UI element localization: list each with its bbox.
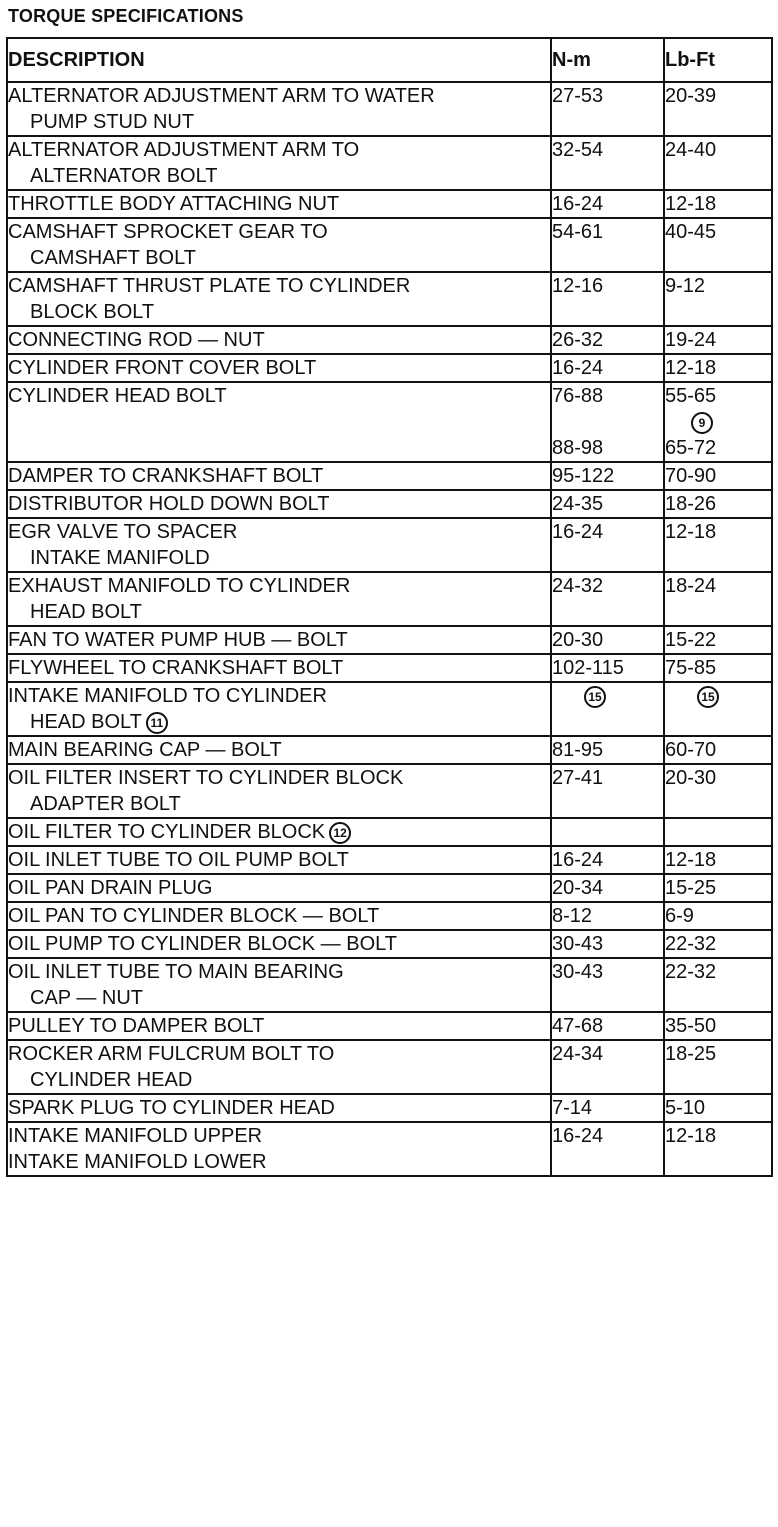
lbft-value-cell [664,818,772,846]
description-line [8,219,550,245]
table-row [7,518,772,572]
description-line [8,985,550,1011]
description-line [8,819,550,845]
lbft-value-cell [664,1012,772,1040]
table-row [7,1040,772,1094]
nm-value: 7-14 [552,1097,593,1119]
description-text: INTAKE MANIFOLD [30,547,210,569]
description-text: CAMSHAFT THRUST PLATE TO CYLINDER [8,275,411,297]
nm-value-cell [551,1094,664,1122]
lbft-value: 22-32 [665,933,717,955]
nm-value: 102-115 [552,657,624,679]
description-text: MAIN BEARING CAP — BOLT [8,739,282,761]
page-title: TORQUE SPECIFICATIONS [8,6,244,26]
description-line [8,709,550,735]
nm-value-cell [551,902,664,930]
table-row [7,190,772,218]
description-text: HEAD BOLT [30,601,142,623]
nm-value-cell [551,682,664,736]
lbft-value-cell [664,1094,772,1122]
description-text: FAN TO WATER PUMP HUB — BOLT [8,629,348,651]
nm-value-cell [551,1040,664,1094]
description-line [8,355,550,381]
description-text: OIL FILTER INSERT TO CYLINDER BLOCK [8,767,404,789]
description-line [8,931,550,957]
table-row [7,1012,772,1040]
description-cell [7,518,551,572]
nm-value: 47-68 [552,1015,604,1037]
description-text: CYLINDER FRONT COVER BOLT [8,357,317,379]
nm-value: 24-35 [552,493,604,515]
nm-value: 95-122 [552,465,615,487]
description-cell [7,1040,551,1094]
description-text: HEAD BOLT [30,711,142,733]
reference-note-icon: 15 [584,686,606,708]
description-cell [7,764,551,818]
lbft-value-cell [664,958,772,1012]
description-line [8,1123,550,1149]
nm-value-cell [551,958,664,1012]
description-cell [7,218,551,272]
description-text: CAP — NUT [30,987,143,1009]
lbft-value-cell [664,382,772,462]
description-text: INTAKE MANIFOLD LOWER [8,1151,267,1173]
description-text: INTAKE MANIFOLD UPPER [8,1125,263,1147]
description-text: ALTERNATOR ADJUSTMENT ARM TO WATER [8,85,435,107]
nm-value-cell [551,136,664,190]
description-line [8,137,550,163]
lbft-value-cell [664,902,772,930]
description-line [8,463,550,489]
description-cell [7,1094,551,1122]
description-text: CYLINDER HEAD [30,1069,193,1091]
lbft-value-cell [664,764,772,818]
description-cell [7,736,551,764]
nm-value-cell [551,764,664,818]
lbft-value-cell [664,654,772,682]
lbft-value-cell [664,736,772,764]
reference-note-icon: 11 [146,712,168,734]
nm-value: 24-32 [552,575,604,597]
description-line [8,273,550,299]
lbft-value-cell [664,136,772,190]
description-text: ROCKER ARM FULCRUM BOLT TO [8,1043,335,1065]
lbft-value-cell [664,354,772,382]
nm-value: 30-43 [552,933,604,955]
lbft-value-cell [664,572,772,626]
description-cell [7,930,551,958]
nm-value-cell [551,572,664,626]
nm-value: 54-61 [552,221,604,243]
description-text: CAMSHAFT BOLT [30,247,196,269]
table-row [7,902,772,930]
description-cell [7,272,551,326]
table-row [7,682,772,736]
lbft-value-cell [664,874,772,902]
nm-value-cell [551,654,664,682]
nm-value: 76-88 [552,385,604,407]
table-row [7,930,772,958]
nm-value-cell [551,818,664,846]
lbft-value: 60-70 [665,739,717,761]
description-text: ALTERNATOR ADJUSTMENT ARM TO [8,139,360,161]
nm-value-cell [551,930,664,958]
lbft-value-cell [664,272,772,326]
table-row [7,874,772,902]
description-line [8,1013,550,1039]
torque-specifications-table [6,37,773,1177]
nm-value: 26-32 [552,329,604,351]
description-text: OIL INLET TUBE TO MAIN BEARING [8,961,344,983]
lbft-value-cell [664,846,772,874]
table-row [7,736,772,764]
nm-value-cell [551,490,664,518]
nm-value: 20-30 [552,629,604,651]
description-cell [7,190,551,218]
description-line [8,683,550,709]
table-row [7,462,772,490]
lbft-value-cell [664,518,772,572]
description-line [8,383,550,409]
description-cell [7,382,551,462]
lbft-value: 70-90 [665,465,717,487]
description-cell [7,626,551,654]
description-text: PULLEY TO DAMPER BOLT [8,1015,265,1037]
lbft-value: 65-72 [665,437,717,459]
description-text: EGR VALVE TO SPACER [8,521,238,543]
nm-value-cell [551,354,664,382]
lbft-value-cell [664,1122,772,1176]
description-line [8,1149,550,1175]
description-text: PUMP STUD NUT [30,111,195,133]
description-text: THROTTLE BODY ATTACHING NUT [8,193,340,215]
description-text: EXHAUST MANIFOLD TO CYLINDER [8,575,351,597]
description-text: ADAPTER BOLT [30,793,181,815]
reference-note-icon: 9 [691,412,713,434]
description-line [8,109,550,135]
lbft-column-header: Lb-Ft [664,38,772,82]
nm-value: 16-24 [552,849,604,871]
nm-value: 20-34 [552,877,604,899]
description-text: CAMSHAFT SPROCKET GEAR TO [8,221,328,243]
lbft-value-cell [664,326,772,354]
description-line [8,791,550,817]
description-text: BLOCK BOLT [30,301,155,323]
description-text: INTAKE MANIFOLD TO CYLINDER [8,685,327,707]
description-text: OIL INLET TUBE TO OIL PUMP BOLT [8,849,349,871]
description-line [8,1041,550,1067]
description-line [8,83,550,109]
table-header-row [7,38,772,82]
nm-value: 81-95 [552,739,604,761]
nm-value: 32-54 [552,139,604,161]
table-row [7,82,772,136]
description-line [8,191,550,217]
table-row [7,272,772,326]
description-line [8,573,550,599]
description-line [8,245,550,271]
nm-value: 8-12 [552,905,593,927]
description-line [8,959,550,985]
description-text: OIL PUMP TO CYLINDER BLOCK — BOLT [8,933,397,955]
description-line [8,545,550,571]
nm-value: 24-34 [552,1043,604,1065]
lbft-value: 22-32 [665,961,717,983]
description-text: DAMPER TO CRANKSHAFT BOLT [8,465,324,487]
lbft-value: 55-65 [665,385,717,407]
description-cell [7,354,551,382]
lbft-value-cell [664,190,772,218]
table-row [7,354,772,382]
lbft-value: 15-25 [665,877,717,899]
table-row [7,136,772,190]
description-line [8,847,550,873]
lbft-value: 12-18 [665,193,717,215]
table-row [7,218,772,272]
nm-value: 88-98 [552,437,604,459]
table-row [7,1122,772,1176]
lbft-value-cell [664,218,772,272]
description-cell [7,654,551,682]
description-cell [7,490,551,518]
lbft-value: 20-39 [665,85,717,107]
description-cell [7,818,551,846]
nm-value-cell [551,462,664,490]
nm-value: 16-24 [552,521,604,543]
description-text: CYLINDER HEAD BOLT [8,385,227,407]
lbft-value: 5-10 [665,1097,706,1119]
description-line [8,519,550,545]
description-line [8,875,550,901]
lbft-value: 12-18 [665,357,717,379]
nm-value: 27-41 [552,767,604,789]
description-line [8,737,550,763]
description-text: CONNECTING ROD — NUT [8,329,265,351]
description-cell [7,846,551,874]
nm-value-cell [551,218,664,272]
description-cell [7,326,551,354]
table-row [7,818,772,846]
nm-value-cell [551,1012,664,1040]
lbft-value-cell [664,490,772,518]
lbft-value-cell [664,682,772,736]
description-text: FLYWHEEL TO CRANKSHAFT BOLT [8,657,344,679]
lbft-value: 18-26 [665,493,717,515]
table-row [7,490,772,518]
nm-value: 16-24 [552,1125,604,1147]
description-cell [7,572,551,626]
table-row [7,1094,772,1122]
nm-value: 16-24 [552,357,604,379]
nm-value-cell [551,846,664,874]
nm-column-header: N-m [551,38,664,82]
nm-value-cell [551,382,664,462]
nm-value: 30-43 [552,961,604,983]
nm-value-cell [551,736,664,764]
nm-value-cell [551,190,664,218]
nm-value: 12-16 [552,275,604,297]
table-row [7,654,772,682]
lbft-value: 35-50 [665,1015,717,1037]
description-text: OIL FILTER TO CYLINDER BLOCK [8,821,326,843]
description-text: OIL PAN DRAIN PLUG [8,877,213,899]
lbft-value: 75-85 [665,657,717,679]
lbft-value: 9-12 [665,275,706,297]
description-cell [7,1012,551,1040]
lbft-value: 20-30 [665,767,717,789]
description-line [8,627,550,653]
lbft-value: 18-24 [665,575,717,597]
lbft-value: 40-45 [665,221,717,243]
description-line [8,299,550,325]
description-text: DISTRIBUTOR HOLD DOWN BOLT [8,493,330,515]
description-line [8,903,550,929]
description-cell [7,902,551,930]
description-cell [7,462,551,490]
description-line [8,765,550,791]
description-cell [7,82,551,136]
lbft-value: 15-22 [665,629,717,651]
lbft-value-cell [664,626,772,654]
lbft-value-cell [664,462,772,490]
description-line [8,655,550,681]
nm-value-cell [551,272,664,326]
table-row [7,572,772,626]
table-row [7,764,772,818]
description-cell [7,958,551,1012]
nm-value-cell [551,626,664,654]
lbft-value-cell [664,1040,772,1094]
description-line [8,327,550,353]
lbft-value: 12-18 [665,521,717,543]
table-row [7,958,772,1012]
description-column-header: DESCRIPTION [7,38,551,82]
lbft-value-cell [664,82,772,136]
description-cell [7,1122,551,1176]
description-text: ALTERNATOR BOLT [30,165,218,187]
description-line [8,1067,550,1093]
nm-value-cell [551,1122,664,1176]
description-line [8,1095,550,1121]
lbft-value: 12-18 [665,1125,717,1147]
table-row [7,846,772,874]
nm-value-cell [551,874,664,902]
description-cell [7,874,551,902]
nm-value-cell [551,82,664,136]
nm-value: 27-53 [552,85,604,107]
lbft-value: 24-40 [665,139,717,161]
description-cell [7,682,551,736]
table-row [7,326,772,354]
description-cell [7,136,551,190]
description-line [8,599,550,625]
description-text: SPARK PLUG TO CYLINDER HEAD [8,1097,335,1119]
reference-note-icon: 15 [697,686,719,708]
lbft-value: 12-18 [665,849,717,871]
lbft-value: 19-24 [665,329,717,351]
description-text: OIL PAN TO CYLINDER BLOCK — BOLT [8,905,380,927]
nm-value-cell [551,518,664,572]
nm-value: 16-24 [552,193,604,215]
lbft-value: 6-9 [665,905,694,927]
description-line [8,491,550,517]
table-row [7,626,772,654]
nm-value-cell [551,326,664,354]
lbft-value: 18-25 [665,1043,717,1065]
lbft-value-cell [664,930,772,958]
table-row [7,382,772,462]
description-line [8,163,550,189]
reference-note-icon: 12 [329,822,351,844]
